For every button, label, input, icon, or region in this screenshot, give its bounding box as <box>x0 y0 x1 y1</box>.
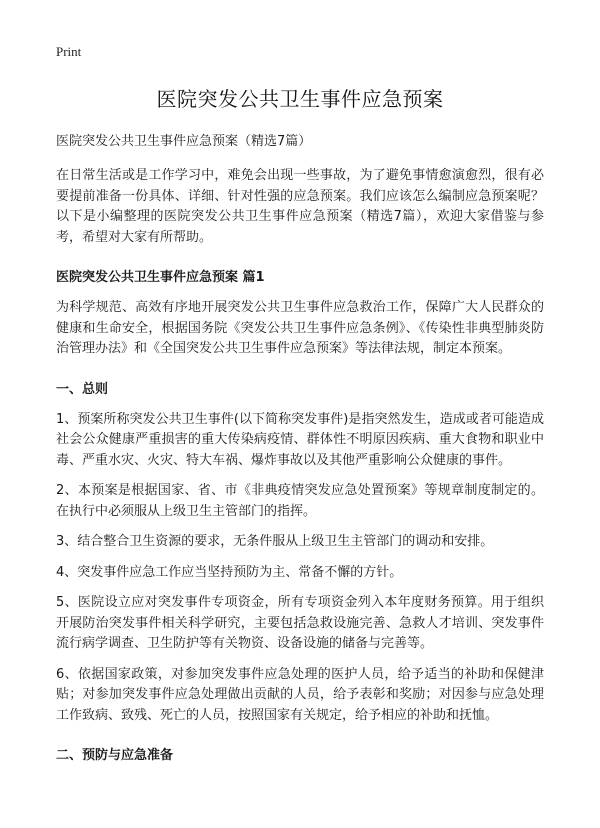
list-item: 5、医院设立应对突发事件专项资金，所有专项资金列入本年度财务预算。用于组织开展防治突发事件相关科学研究，主要包括急救设施完善、急救人才培训、突发事件流行病学调查、卫生防护等有关物资、设备设施的储备与完善等。 <box>56 595 544 651</box>
list-item: 6、依据国家政策，对参加突发事件应急处理的医护人员，给予适当的补助和保健津贴；对参加突发事件应急处理做出贡献的人员，给予表彰和奖励；对因参与应急处理工作致病、致残、死亡的人员，按照国家有关规定，给予相应的补助和抚恤。 <box>56 666 544 723</box>
list-item: 3、结合整合卫生资源的要求，无条件服从上级卫生主管部门的调动和安排。 <box>56 534 494 549</box>
chapter-heading-prevention: 二、预防与应急准备 <box>56 748 174 763</box>
list-item: 2、本预案是根据国家、省、市《非典疫情突发应急处置预案》等规章制度制定的。在执行中必须服从上级卫生主管部门的指挥。 <box>56 483 544 519</box>
intro-paragraph: 在日常生活或是工作学习中，难免会出现一些事故，为了避免事情愈演愈烈，很有必要提前准备一份具体、详细、针对性强的应急预案。我们应该怎么编制应急预案呢？以下是小编整理的医院突发公共卫生事件应急预案（精选7篇），欢迎大家借鉴与参考，希望对大家有所帮助。 <box>56 168 544 245</box>
document-subtitle: 医院突发公共卫生事件应急预案（精选7篇） <box>56 134 312 149</box>
chapter-heading-general: 一、总则 <box>56 381 109 397</box>
document-title: 医院突发公共卫生事件应急预案 <box>156 87 444 111</box>
section-intro-paragraph: 为科学规范、高效有序地开展突发公共卫生事件应急救治工作，保障广大人民群众的健康和生命安全，根据国务院《突发公共卫生事件应急条例》、《传染性非典型肺炎防治管理办法》和《全国突发公共卫生事件应急预案》等法律法规，制定本预案。 <box>56 300 544 356</box>
list-item: 4、突发事件应急工作应当坚持预防为主、常备不懈的方针。 <box>56 564 403 580</box>
section-heading: 医院突发公共卫生事件应急预案 篇1 <box>56 270 265 285</box>
print-label: Print <box>56 44 82 59</box>
list-item: 1、预案所称突发公共卫生事件(以下简称突发事件)是指突然发生，造成或者可能造成社会公众健康严重损害的重大传染病疫情、群体性不明原因疾病、重大食物和职业中毒、严重水灾、火灾、特大车祸、爆炸事故以及其他严重影响公众健康的事件。 <box>56 411 544 468</box>
